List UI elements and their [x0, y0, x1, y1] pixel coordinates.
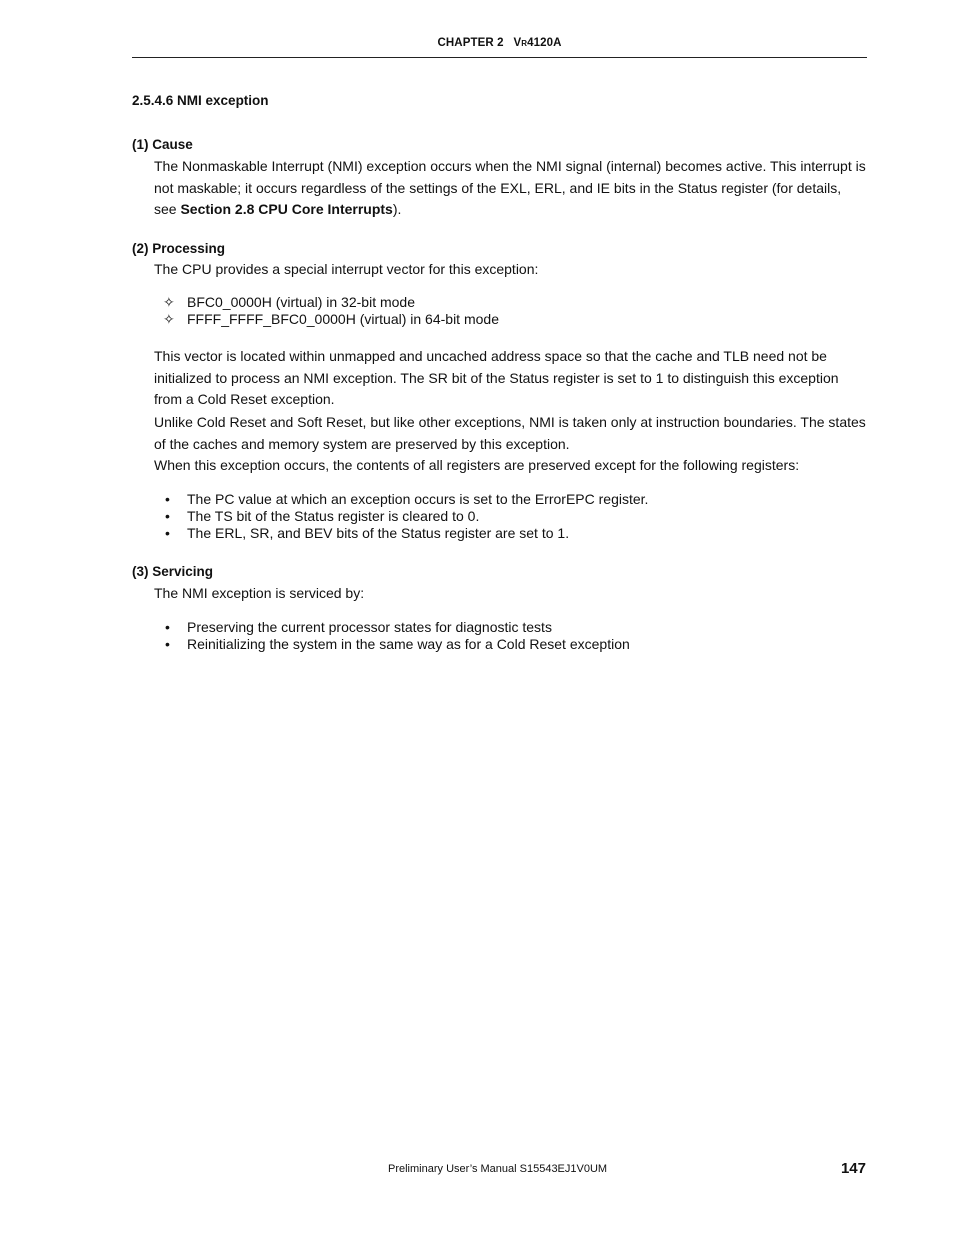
processing-paragraph-2: Unlike Cold Reset and Soft Reset, but like other exceptions, NMI is taken only at instruction boundaries. The states of the caches and memory system are preserved by this exception.: [154, 414, 866, 452]
cause-text-2: ).: [392, 201, 402, 218]
register-item-text: The PC value at which an exception occurs is set to the ErrorEPC register.: [187, 491, 649, 507]
register-item-text: The TS bit of the Status register is cleared to 0.: [187, 508, 480, 524]
bullet-icon: •: [165, 491, 170, 507]
running-header: [132, 37, 867, 49]
diamond-bullet-icon: ✧: [163, 294, 175, 310]
footer-manual-id: Preliminary User’s Manual S15543EJ1V0UM: [388, 1163, 608, 1175]
vector-item-text: BFC0_0000H (virtual) in 32-bit mode: [187, 294, 415, 310]
processing-intro: The CPU provides a special interrupt vector for this exception:: [154, 261, 539, 277]
cause-heading: (1) Cause: [132, 137, 193, 152]
processing-heading: (2) Processing: [132, 241, 226, 256]
servicing-item-text: Reinitializing the system in the same way as for a Cold Reset exception: [187, 636, 630, 652]
processing-paragraph-1: This vector is located within unmapped and uncached address space so that the cache and TLB need not be initialized to process an NMI exception. The SR bit of the Status register is set to 1 to distinguish this exception from a Cold Reset exception.: [154, 348, 839, 408]
list-item: [154, 311, 499, 328]
servicing-item-text: Preserving the current processor states for diagnostic tests: [187, 619, 552, 635]
section-reference: Section 2.8 CPU Core Interrupts: [180, 201, 393, 218]
product-r: R: [521, 39, 528, 48]
register-item-text: The ERL, SR, and BEV bits of the Status register are set to 1.: [187, 525, 570, 541]
header-rule: [132, 57, 867, 58]
section-heading: 2.5.4.6 NMI exception: [132, 93, 269, 108]
list-item: [154, 294, 499, 311]
diamond-bullet-icon: ✧: [163, 311, 175, 327]
chapter-label: CHAPTER 2: [437, 37, 504, 49]
bullet-icon: •: [165, 636, 170, 652]
servicing-list: [154, 619, 630, 653]
list-item: [154, 508, 648, 525]
vector-item-text: FFFF_FFFF_BFC0_0000H (virtual) in 64-bit mode: [187, 311, 499, 327]
vector-list: [154, 294, 499, 328]
register-list: [154, 491, 648, 542]
list-item: [154, 636, 630, 653]
processing-paragraph-3: When this exception occurs, the contents of all registers are preserved except for the following registers:: [154, 457, 800, 473]
cause-paragraph: [154, 156, 866, 221]
servicing-intro: The NMI exception is serviced by:: [154, 585, 365, 601]
product-number: 4120A: [527, 37, 562, 49]
cause-text-1: The Nonmaskable Interrupt (NMI) exception occurs when the NMI signal (internal) becomes active. This interrupt is not maskable; it occurs regardless of the settings of the EXL, ERL, and IE bits in the Status register (for details, see: [154, 158, 866, 218]
servicing-heading: (3) Servicing: [132, 564, 214, 579]
bullet-icon: •: [165, 619, 170, 635]
page-number: 147: [840, 1160, 866, 1177]
list-item: [154, 491, 648, 508]
bullet-icon: •: [165, 525, 170, 541]
product-v: V: [513, 37, 522, 49]
list-item: [154, 619, 630, 636]
list-item: [154, 525, 648, 542]
bullet-icon: •: [165, 508, 170, 524]
